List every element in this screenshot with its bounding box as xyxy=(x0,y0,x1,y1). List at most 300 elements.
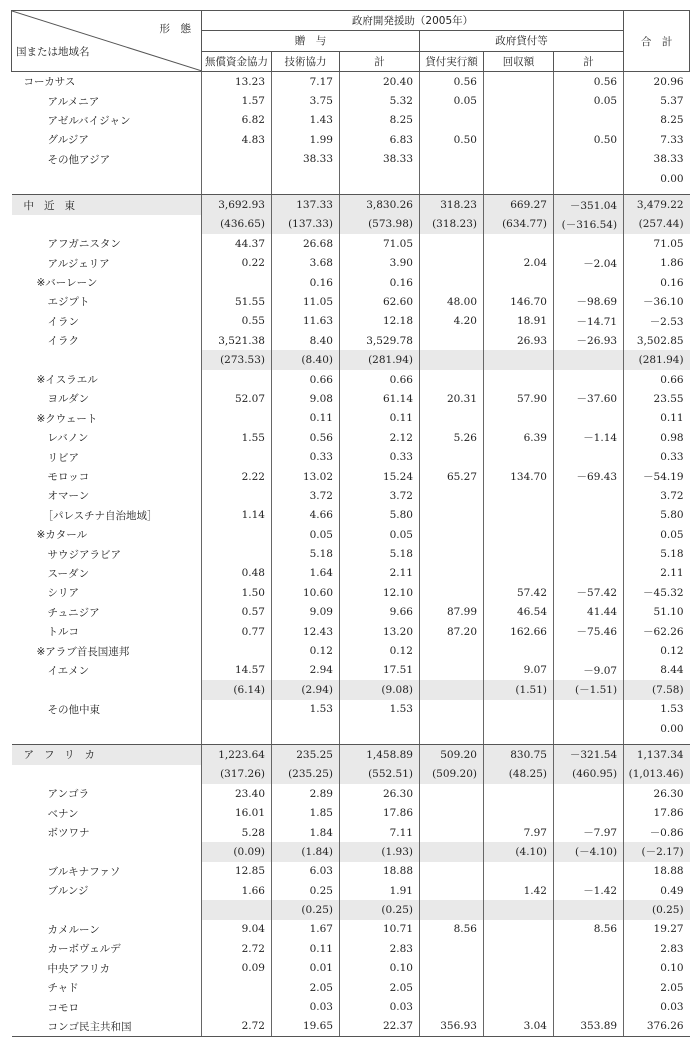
value-cell: 3,830.26 xyxy=(340,195,420,215)
value-cell xyxy=(420,881,484,900)
value-cell: 13.02 xyxy=(272,467,340,486)
value-cell xyxy=(202,169,272,188)
value-cell: 0.09 xyxy=(202,959,272,978)
value-cell xyxy=(272,719,340,738)
value-cell: 0.66 xyxy=(272,370,340,389)
loans-header: 政府貸付等 xyxy=(420,31,624,51)
value-cell: 26.30 xyxy=(624,784,690,803)
value-cell: 61.14 xyxy=(340,389,420,408)
value-cell: 0.11 xyxy=(272,939,340,958)
value-cell: 2.11 xyxy=(340,564,420,583)
value-cell: 12.85 xyxy=(202,862,272,881)
value-cell xyxy=(420,525,484,544)
value-cell: 0.25 xyxy=(272,881,340,900)
value-cell xyxy=(420,719,484,738)
value-cell xyxy=(202,978,272,997)
value-cell xyxy=(202,525,272,544)
value-cell: 8.25 xyxy=(624,111,690,130)
value-cell xyxy=(484,350,554,369)
table-row xyxy=(12,959,690,978)
value-cell: 0.03 xyxy=(272,997,340,1016)
row-name: アフリカ xyxy=(12,745,202,765)
value-cell: 0.10 xyxy=(340,959,420,978)
value-cell: 5.18 xyxy=(272,544,340,563)
value-cell: 318.23 xyxy=(420,195,484,215)
value-cell xyxy=(484,959,554,978)
value-cell xyxy=(554,641,624,660)
value-cell xyxy=(202,719,272,738)
value-cell: 6.83 xyxy=(340,130,420,149)
value-cell xyxy=(202,641,272,660)
value-cell: 2.89 xyxy=(272,784,340,803)
value-cell: 3.75 xyxy=(272,91,340,110)
value-cell: 1.53 xyxy=(624,700,690,719)
value-cell xyxy=(340,169,420,188)
row-name: グルジア xyxy=(47,134,89,147)
region-row xyxy=(12,195,690,215)
table-row xyxy=(12,997,690,1016)
value-cell xyxy=(420,409,484,428)
value-cell: 41.44 xyxy=(554,603,624,622)
value-cell: 16.01 xyxy=(202,803,272,822)
value-cell: －321.54 xyxy=(554,745,624,765)
value-cell: 57.42 xyxy=(484,583,554,602)
value-cell xyxy=(420,111,484,130)
value-cell: 8.56 xyxy=(554,920,624,939)
value-cell xyxy=(484,525,554,544)
value-cell xyxy=(554,169,624,188)
value-cell xyxy=(484,370,554,389)
value-cell: 13.23 xyxy=(202,72,272,92)
value-cell: 9.09 xyxy=(272,603,340,622)
value-cell xyxy=(554,409,624,428)
value-cell xyxy=(420,862,484,881)
value-cell: 0.55 xyxy=(202,312,272,331)
value-cell: 51.10 xyxy=(624,603,690,622)
value-cell: 48.00 xyxy=(420,292,484,311)
value-cell: (－316.54) xyxy=(554,215,624,234)
row-name: アゼルバイジャン xyxy=(47,114,131,127)
table-row xyxy=(12,842,690,861)
value-cell: 7.17 xyxy=(272,72,340,92)
value-cell: (281.94) xyxy=(340,350,420,369)
value-cell: 62.60 xyxy=(340,292,420,311)
value-cell xyxy=(484,486,554,505)
value-cell xyxy=(484,719,554,738)
value-cell xyxy=(420,661,484,680)
row-name xyxy=(12,215,202,234)
row-name: サウジアラビア xyxy=(47,548,121,561)
value-cell xyxy=(554,719,624,738)
row-name: イエメン xyxy=(47,664,90,677)
value-cell xyxy=(420,700,484,719)
value-cell: 5.18 xyxy=(624,544,690,563)
value-cell: 5.32 xyxy=(340,91,420,110)
table-row xyxy=(12,292,690,311)
value-cell: －62.26 xyxy=(624,622,690,641)
value-cell: 0.05 xyxy=(554,91,624,110)
value-cell xyxy=(484,700,554,719)
table-row xyxy=(12,525,690,544)
row-name: その他アジア xyxy=(47,153,111,166)
value-cell xyxy=(420,150,484,169)
col-header: 計 xyxy=(554,51,624,71)
value-cell: (－2.17) xyxy=(624,842,690,861)
value-cell: －9.07 xyxy=(554,661,624,680)
value-cell: 46.54 xyxy=(484,603,554,622)
value-cell: (318.23) xyxy=(420,215,484,234)
value-cell: －57.42 xyxy=(554,583,624,602)
row-name: ※イスラエル xyxy=(36,374,98,387)
table-row xyxy=(12,331,690,350)
table-row xyxy=(12,409,690,428)
value-cell xyxy=(202,370,272,389)
value-cell xyxy=(484,997,554,1016)
value-cell: 0.33 xyxy=(340,447,420,466)
table-body xyxy=(12,72,690,1037)
value-cell: －26.93 xyxy=(554,331,624,350)
value-cell: (9.08) xyxy=(340,680,420,699)
table-row xyxy=(12,803,690,822)
value-cell: 7.33 xyxy=(624,130,690,149)
row-name: カメルーン xyxy=(47,923,100,936)
row-name xyxy=(12,680,202,699)
value-cell: 1.66 xyxy=(202,881,272,900)
row-name: アフガニスタン xyxy=(47,238,121,251)
value-cell xyxy=(484,862,554,881)
value-cell: －0.86 xyxy=(624,823,690,842)
table-row xyxy=(12,564,690,583)
value-cell: (436.65) xyxy=(202,215,272,234)
table-row xyxy=(12,603,690,622)
value-cell xyxy=(484,564,554,583)
value-cell: 356.93 xyxy=(420,1017,484,1037)
value-cell xyxy=(554,700,624,719)
value-cell: 3.68 xyxy=(272,254,340,273)
value-cell: 0.05 xyxy=(420,91,484,110)
value-cell: －1.42 xyxy=(554,881,624,900)
value-cell xyxy=(484,506,554,525)
value-cell: 38.33 xyxy=(272,150,340,169)
value-cell: 12.43 xyxy=(272,622,340,641)
value-cell: 26.68 xyxy=(272,234,340,253)
value-cell: 18.88 xyxy=(340,862,420,881)
row-name: アルメニア xyxy=(47,95,100,108)
row-name xyxy=(12,900,202,919)
value-cell: －75.46 xyxy=(554,622,624,641)
value-cell: 0.00 xyxy=(624,719,690,738)
value-cell xyxy=(554,564,624,583)
value-cell: 0.05 xyxy=(624,525,690,544)
table-row xyxy=(12,428,690,447)
value-cell xyxy=(420,544,484,563)
value-cell: 0.11 xyxy=(624,409,690,428)
value-cell: 0.11 xyxy=(340,409,420,428)
value-cell: 2.72 xyxy=(202,1017,272,1037)
value-cell xyxy=(340,719,420,738)
value-cell: 0.49 xyxy=(624,881,690,900)
value-cell: 1.86 xyxy=(624,254,690,273)
table-row xyxy=(12,978,690,997)
grants-header: 贈 与 xyxy=(202,31,420,51)
table-row xyxy=(12,641,690,660)
row-name: エジプト xyxy=(47,296,90,309)
value-cell: 2.04 xyxy=(484,254,554,273)
value-cell xyxy=(484,803,554,822)
value-cell: 8.44 xyxy=(624,661,690,680)
value-cell: 0.48 xyxy=(202,564,272,583)
value-cell xyxy=(484,544,554,563)
table-row xyxy=(12,900,690,919)
oda-table-page xyxy=(11,10,689,1037)
value-cell xyxy=(554,447,624,466)
value-cell xyxy=(484,920,554,939)
row-name: チュニジア xyxy=(47,606,100,619)
value-cell: (273.53) xyxy=(202,350,272,369)
value-cell: 4.66 xyxy=(272,506,340,525)
value-cell: 0.12 xyxy=(272,641,340,660)
row-name: コーカサス xyxy=(23,76,76,89)
value-cell xyxy=(420,486,484,505)
value-cell: 65.27 xyxy=(420,467,484,486)
value-cell: 0.12 xyxy=(624,641,690,660)
table-row xyxy=(12,273,690,292)
row-name: イラク xyxy=(47,335,79,348)
table-row xyxy=(12,622,690,641)
value-cell xyxy=(202,409,272,428)
value-cell: 3.72 xyxy=(272,486,340,505)
value-cell xyxy=(554,486,624,505)
value-cell: (317.26) xyxy=(202,765,272,784)
value-cell: 2.94 xyxy=(272,661,340,680)
value-cell: 3.04 xyxy=(484,1017,554,1037)
value-cell xyxy=(554,978,624,997)
row-name: ※クウェート xyxy=(36,412,98,425)
value-cell: 23.40 xyxy=(202,784,272,803)
row-name: ［パレスチナ自治地域］ xyxy=(42,509,158,522)
row-name: モロッコ xyxy=(47,471,90,483)
table-row xyxy=(12,350,690,369)
value-cell: (137.33) xyxy=(272,215,340,234)
value-cell: 23.55 xyxy=(624,389,690,408)
value-cell xyxy=(554,525,624,544)
col-header: 技術協力 xyxy=(272,51,340,71)
value-cell: －45.32 xyxy=(624,583,690,602)
table-row xyxy=(12,389,690,408)
row-name: 中央アフリカ xyxy=(47,962,110,975)
value-cell: 12.10 xyxy=(340,583,420,602)
value-cell xyxy=(484,130,554,149)
value-cell: 20.40 xyxy=(340,72,420,92)
row-name: アンゴラ xyxy=(47,788,90,801)
value-cell xyxy=(484,784,554,803)
value-cell: 1.57 xyxy=(202,91,272,110)
table-row xyxy=(12,234,690,253)
value-cell: 8.25 xyxy=(340,111,420,130)
value-cell: －54.19 xyxy=(624,467,690,486)
value-cell: 0.16 xyxy=(340,273,420,292)
value-cell xyxy=(420,583,484,602)
value-cell: (281.94) xyxy=(624,350,690,369)
value-cell: 0.98 xyxy=(624,428,690,447)
value-cell: (6.14) xyxy=(202,680,272,699)
table-row xyxy=(12,939,690,958)
value-cell: 0.56 xyxy=(272,428,340,447)
value-cell xyxy=(202,273,272,292)
value-cell: 9.07 xyxy=(484,661,554,680)
row-name: ヨルダン xyxy=(47,393,90,406)
table-row xyxy=(12,583,690,602)
value-cell xyxy=(554,350,624,369)
value-cell: 3,479.22 xyxy=(624,195,690,215)
value-cell xyxy=(202,486,272,505)
value-cell: 71.05 xyxy=(340,234,420,253)
value-cell xyxy=(420,564,484,583)
value-cell: 0.56 xyxy=(554,72,624,92)
value-cell xyxy=(420,680,484,699)
value-cell: 4.83 xyxy=(202,130,272,149)
value-cell xyxy=(420,273,484,292)
value-cell: －36.10 xyxy=(624,292,690,311)
value-cell: 0.22 xyxy=(202,254,272,273)
col-header: 無償資金協力 xyxy=(202,51,272,71)
value-cell: 1,223.64 xyxy=(202,745,272,765)
value-cell: 0.05 xyxy=(272,525,340,544)
row-name: その他中東 xyxy=(47,703,100,716)
value-cell xyxy=(202,700,272,719)
value-cell: 6.03 xyxy=(272,862,340,881)
row-name: ※カタール xyxy=(36,529,88,542)
value-cell xyxy=(554,273,624,292)
value-cell: (552.51) xyxy=(340,765,420,784)
value-cell: (1,013.46) xyxy=(624,765,690,784)
value-cell: 3.90 xyxy=(340,254,420,273)
value-cell xyxy=(554,803,624,822)
value-cell xyxy=(484,900,554,919)
value-cell: 18.88 xyxy=(624,862,690,881)
value-cell xyxy=(554,544,624,563)
table-row xyxy=(12,700,690,719)
table-row xyxy=(12,544,690,563)
value-cell: 17.86 xyxy=(624,803,690,822)
value-cell: 5.80 xyxy=(340,506,420,525)
row-name: ブルキナファソ xyxy=(47,865,121,878)
value-cell: －14.71 xyxy=(554,312,624,331)
value-cell xyxy=(202,900,272,919)
row-name: アルジェリア xyxy=(47,257,110,270)
value-cell xyxy=(420,959,484,978)
value-cell: 7.97 xyxy=(484,823,554,842)
corner-top-label: 形 態 xyxy=(159,23,191,35)
value-cell: (－1.51) xyxy=(554,680,624,699)
table-row xyxy=(12,467,690,486)
table-row xyxy=(12,312,690,331)
value-cell: (0.25) xyxy=(340,900,420,919)
row-name: ※バーレーン xyxy=(36,277,98,290)
value-cell: 0.12 xyxy=(340,641,420,660)
value-cell: －69.43 xyxy=(554,467,624,486)
value-cell: 1.84 xyxy=(272,823,340,842)
value-cell: 134.70 xyxy=(484,467,554,486)
value-cell: 1.14 xyxy=(202,506,272,525)
table-row xyxy=(12,72,690,92)
value-cell: 1.53 xyxy=(340,700,420,719)
table-row xyxy=(12,169,690,188)
value-cell xyxy=(202,150,272,169)
value-cell xyxy=(202,544,272,563)
value-cell: 1.50 xyxy=(202,583,272,602)
value-cell: 22.37 xyxy=(340,1017,420,1037)
value-cell xyxy=(484,939,554,958)
value-cell xyxy=(420,842,484,861)
row-name: ※アラブ首長国連邦 xyxy=(36,645,130,658)
value-cell: 7.11 xyxy=(340,823,420,842)
value-cell: 0.03 xyxy=(624,997,690,1016)
value-cell: 17.51 xyxy=(340,661,420,680)
value-cell: (4.10) xyxy=(484,842,554,861)
value-cell: 1.85 xyxy=(272,803,340,822)
value-cell xyxy=(484,111,554,130)
value-cell: 9.04 xyxy=(202,920,272,939)
table-row xyxy=(12,881,690,900)
value-cell: 5.18 xyxy=(340,544,420,563)
value-cell: 51.55 xyxy=(202,292,272,311)
value-cell: 6.82 xyxy=(202,111,272,130)
row-name: シリア xyxy=(47,587,79,600)
value-cell: 0.56 xyxy=(420,72,484,92)
value-cell xyxy=(420,506,484,525)
value-cell: 3.72 xyxy=(624,486,690,505)
table-row xyxy=(12,254,690,273)
value-cell: 353.89 xyxy=(554,1017,624,1037)
value-cell: (1.51) xyxy=(484,680,554,699)
row-name: ボツワナ xyxy=(47,827,90,840)
row-name xyxy=(12,842,202,861)
table-row xyxy=(12,765,690,784)
value-cell xyxy=(484,72,554,92)
value-cell: －2.04 xyxy=(554,254,624,273)
value-cell: (48.25) xyxy=(484,765,554,784)
value-cell xyxy=(420,370,484,389)
value-cell xyxy=(554,370,624,389)
value-cell xyxy=(420,234,484,253)
value-cell: 0.66 xyxy=(624,370,690,389)
value-cell: －351.04 xyxy=(554,195,624,215)
value-cell xyxy=(420,823,484,842)
value-cell: 10.60 xyxy=(272,583,340,602)
value-cell: 17.86 xyxy=(340,803,420,822)
value-cell xyxy=(484,447,554,466)
row-name: 中近東 xyxy=(12,195,202,215)
value-cell xyxy=(484,978,554,997)
value-cell: 10.71 xyxy=(340,920,420,939)
value-cell: 137.33 xyxy=(272,195,340,215)
value-cell xyxy=(420,803,484,822)
value-cell: 2.22 xyxy=(202,467,272,486)
table-row xyxy=(12,150,690,169)
value-cell xyxy=(420,350,484,369)
value-cell: 26.30 xyxy=(340,784,420,803)
value-cell: 235.25 xyxy=(272,745,340,765)
row-name xyxy=(12,719,202,738)
value-cell: 38.33 xyxy=(340,150,420,169)
value-cell: －1.14 xyxy=(554,428,624,447)
region-row xyxy=(12,745,690,765)
value-cell: 6.39 xyxy=(484,428,554,447)
value-cell: 2.11 xyxy=(624,564,690,583)
value-cell xyxy=(554,111,624,130)
value-cell: 0.50 xyxy=(554,130,624,149)
